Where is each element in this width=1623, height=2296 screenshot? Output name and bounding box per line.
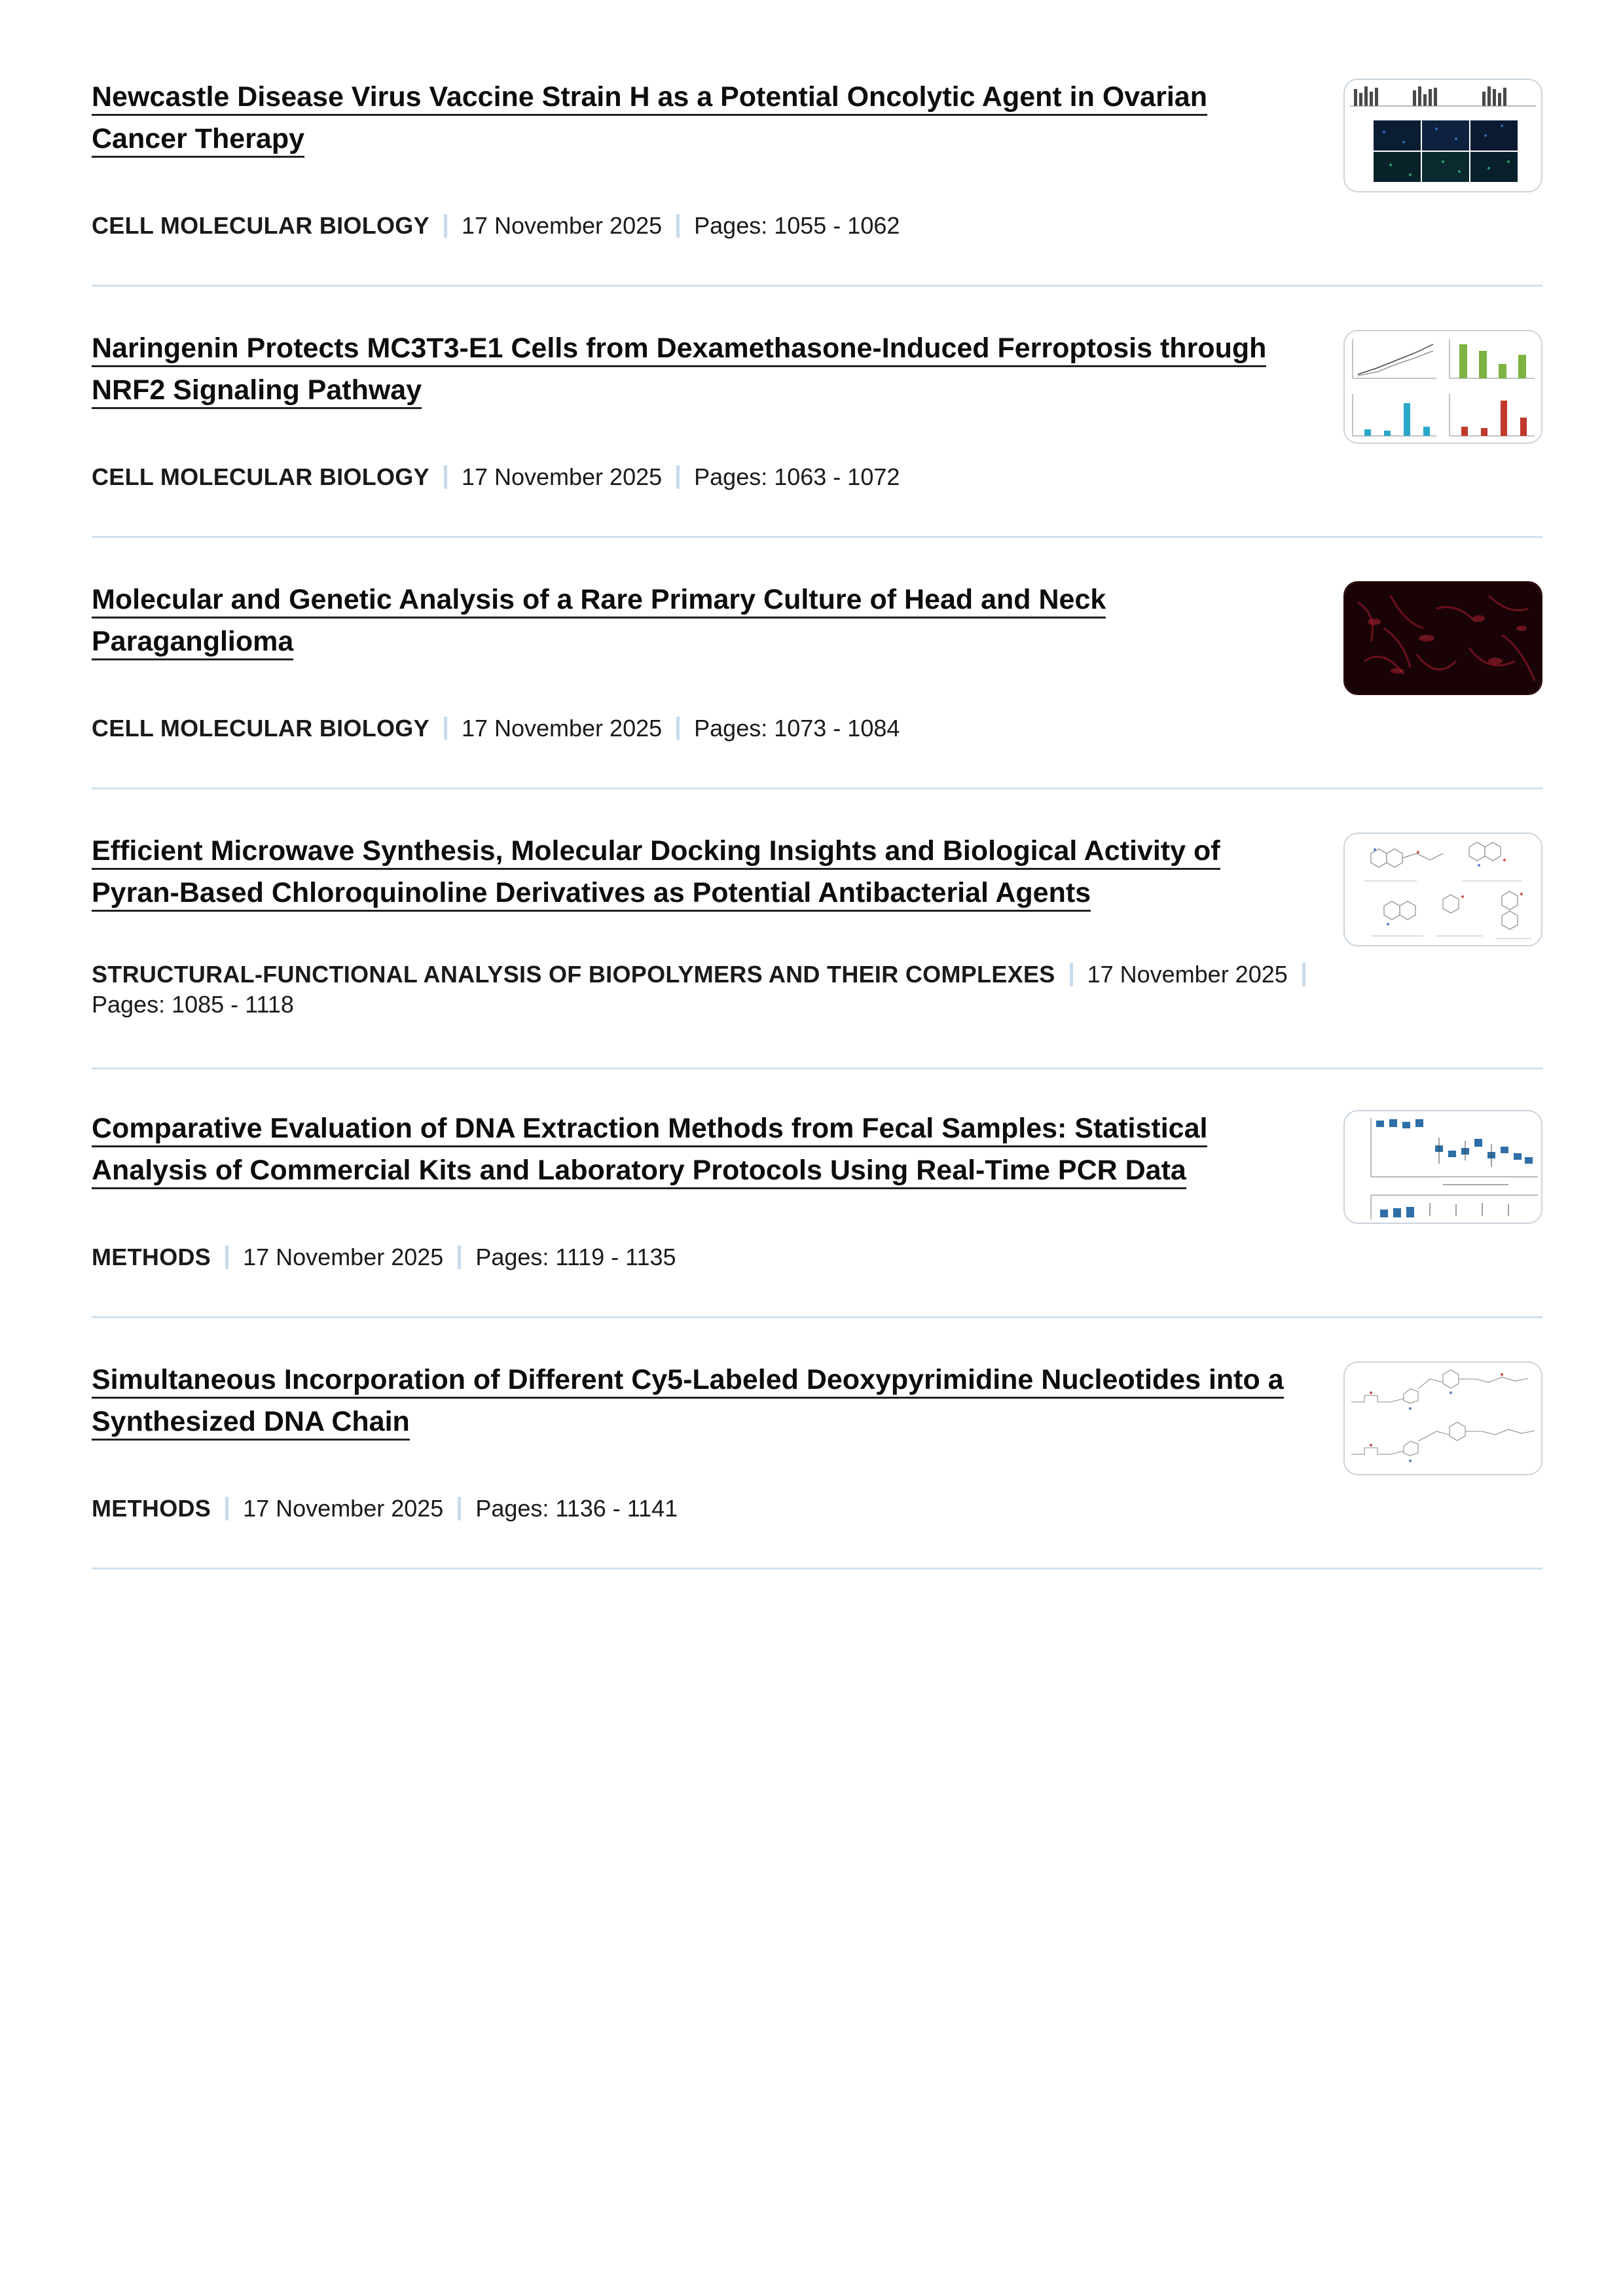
article-meta: [92, 1494, 1349, 1524]
article-category[interactable]: CELL MOLECULAR BIOLOGY: [92, 715, 429, 742]
article-title-link[interactable]: [92, 76, 1336, 160]
meta-separator: [676, 465, 680, 489]
article-title-link[interactable]: [92, 1359, 1336, 1443]
article-pages: Pages: 1073 - 1084: [694, 715, 900, 742]
article-meta: [92, 713, 1349, 744]
article-title-line[interactable]: NRF2 Signaling Pathway: [92, 374, 422, 409]
article-pages: Pages: 1055 - 1062: [694, 212, 900, 239]
meta-separator: [676, 717, 680, 740]
article-title-line[interactable]: Pyran-Based Chloroquinoline Derivatives as Potential Antibacterial Agents: [92, 877, 1091, 912]
article-date: 17 November 2025: [1087, 961, 1288, 988]
nucleotide-structures-figure: [1345, 1363, 1541, 1474]
article-title-link[interactable]: [92, 327, 1336, 411]
meta-separator: [444, 214, 447, 238]
box-plot-figure: [1345, 1111, 1541, 1223]
meta-separator: [1302, 963, 1305, 986]
article-meta: [92, 1242, 1349, 1272]
article-divider: [92, 285, 1542, 287]
red-fluorescence-cells-figure: [1345, 583, 1541, 694]
article-meta: [92, 211, 1349, 241]
line-and-bar-charts-figure: [1345, 331, 1541, 442]
article-thumbnail[interactable]: [1343, 581, 1542, 695]
article-title-line[interactable]: Comparative Evaluation of DNA Extraction Methods from Fecal Samples: Statistical: [92, 1113, 1207, 1147]
chemical-structures-figure: [1345, 834, 1541, 945]
article-category[interactable]: STRUCTURAL-FUNCTIONAL ANALYSIS OF BIOPOLYMERS AND THEIR COMPLEXES: [92, 961, 1055, 988]
article-divider: [92, 1568, 1542, 1570]
article-category[interactable]: METHODS: [92, 1244, 211, 1270]
article-title-link[interactable]: [92, 830, 1336, 914]
article-divider: [92, 536, 1542, 538]
article-pages: Pages: 1136 - 1141: [475, 1495, 678, 1522]
article-title-line[interactable]: Molecular and Genetic Analysis of a Rare Primary Culture of Head and Neck: [92, 584, 1106, 619]
article-title-line[interactable]: Newcastle Disease Virus Vaccine Strain H as a Potential Oncolytic Agent in Ovarian: [92, 81, 1207, 116]
article-title-link[interactable]: [92, 579, 1336, 662]
meta-separator: [1070, 963, 1073, 986]
article-divider: [92, 787, 1542, 789]
article-title-link[interactable]: [92, 1107, 1336, 1191]
article-pages: Pages: 1119 - 1135: [475, 1244, 676, 1270]
article-divider: [92, 1067, 1542, 1069]
article-title-line[interactable]: Paraganglioma: [92, 626, 293, 660]
article-title-line[interactable]: Analysis of Commercial Kits and Laboratory Protocols Using Real-Time PCR Data: [92, 1155, 1186, 1189]
article-thumbnail[interactable]: [1343, 1361, 1542, 1475]
meta-separator: [458, 1497, 461, 1520]
article-thumbnail[interactable]: [1343, 330, 1542, 444]
article-title-line[interactable]: Simultaneous Incorporation of Different Cy5-Labeled Deoxypyrimidine Nucleotides into a: [92, 1364, 1284, 1399]
article-title-line[interactable]: Synthesized DNA Chain: [92, 1406, 410, 1441]
article-title-line[interactable]: Efficient Microwave Synthesis, Molecular Docking Insights and Biological Activity of: [92, 835, 1220, 870]
article-category[interactable]: METHODS: [92, 1495, 211, 1522]
article-meta: [92, 960, 1349, 1020]
meta-separator: [676, 214, 680, 238]
article-category[interactable]: CELL MOLECULAR BIOLOGY: [92, 463, 429, 490]
article-thumbnail[interactable]: [1343, 79, 1542, 192]
meta-separator: [225, 1246, 228, 1269]
article-pages: Pages: 1085 - 1118: [92, 991, 294, 1018]
article-thumbnail[interactable]: [1343, 833, 1542, 946]
meta-separator: [444, 717, 447, 740]
article-title-line[interactable]: Cancer Therapy: [92, 123, 304, 158]
article-title-line[interactable]: Naringenin Protects MC3T3-E1 Cells from Dexamethasone-Induced Ferroptosis through: [92, 332, 1266, 367]
article-date: 17 November 2025: [243, 1244, 444, 1270]
article-date: 17 November 2025: [461, 715, 663, 742]
article-thumbnail[interactable]: [1343, 1110, 1542, 1224]
article-category[interactable]: CELL MOLECULAR BIOLOGY: [92, 212, 429, 239]
article-pages: Pages: 1063 - 1072: [694, 463, 900, 490]
article-divider: [92, 1316, 1542, 1318]
meta-separator: [458, 1246, 461, 1269]
meta-separator: [444, 465, 447, 489]
article-date: 17 November 2025: [243, 1495, 444, 1522]
article-meta: [92, 462, 1349, 492]
article-date: 17 November 2025: [461, 463, 663, 490]
bar-charts-and-fluorescence-microscopy-figure: [1345, 80, 1541, 191]
article-date: 17 November 2025: [461, 212, 663, 239]
meta-separator: [225, 1497, 228, 1520]
